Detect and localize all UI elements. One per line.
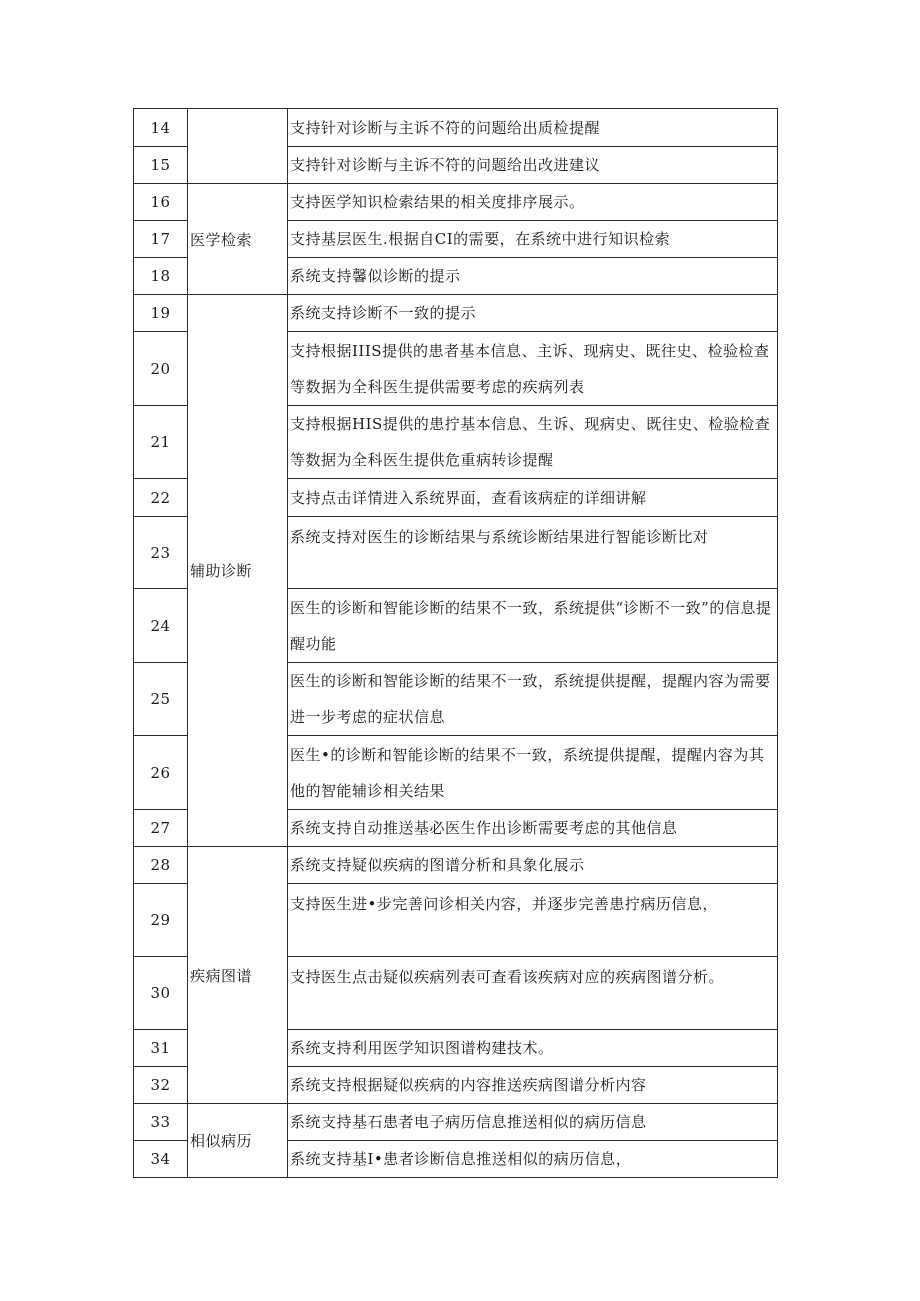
row-number: 28 <box>134 847 188 884</box>
requirement-text: 支持点击详情进入系统界面，查看该病症的详细讲解 <box>288 479 778 517</box>
requirement-text: 医生•的诊断和智能诊断的结果不一致，系统提供提醒，提醒内容为其他的智能辅诊相关结果 <box>288 736 778 810</box>
requirement-text: 系统支持基石患者电子病历信息推送相似的病历信息 <box>288 1104 778 1141</box>
requirement-text: 支持基层医生.根据自CI的需要，在系统中进行知识检索 <box>288 221 778 258</box>
requirement-text: 系统支持自动推送基必医生作出诊断需要考虑的其他信息 <box>288 810 778 847</box>
requirement-text: 支持根据IIIS提供的患者基本信息、主诉、现病史、既往史、检验检查等数据为全科医生提供需要考虑的疾病列表 <box>288 332 778 406</box>
table-row <box>134 847 778 884</box>
row-number: 18 <box>134 258 188 295</box>
requirement-text: 支持根据HIS提供的患拧基本信息、生诉、现病史、既往史、检验检查等数据为全科医生提供危重病转诊提醒 <box>288 406 778 479</box>
requirement-text: 系统支持诊断不一致的提示 <box>288 295 778 332</box>
category-cell-empty <box>188 109 288 184</box>
category-similar-records: 相似病历 <box>188 1104 288 1178</box>
row-number: 26 <box>134 736 188 810</box>
category-aux-diagnosis: 辅助诊断 <box>188 295 288 847</box>
row-number: 19 <box>134 295 188 332</box>
row-number: 21 <box>134 406 188 479</box>
row-number: 15 <box>134 147 188 184</box>
requirements-table <box>133 108 778 1178</box>
row-number: 25 <box>134 663 188 736</box>
row-number: 16 <box>134 184 188 221</box>
requirement-text: 支持针对诊断与主诉不符的问题给出质检提醒 <box>288 109 778 147</box>
category-medical-search: 医学检索 <box>188 184 288 295</box>
row-number: 24 <box>134 589 188 663</box>
table-row <box>134 295 778 332</box>
row-number: 23 <box>134 517 188 589</box>
category-disease-graph: 疾病图谱 <box>188 847 288 1104</box>
requirement-text: 医生的诊断和智能诊断的结果不一致，系统提供提醒，提醒内容为需要进一步考虑的症状信息 <box>288 663 778 736</box>
row-number: 22 <box>134 479 188 517</box>
row-number: 27 <box>134 810 188 847</box>
requirement-text: 系统支持利用医学知识图谱构建技术。 <box>288 1030 778 1067</box>
table-row <box>134 109 778 147</box>
requirement-text: 系统支持根据疑似疾病的内容推送疾病图谱分析内容 <box>288 1067 778 1104</box>
requirement-text: 支持针对诊断与主诉不符的问题给出改进建议 <box>288 147 778 184</box>
requirement-text: 支持医生点击疑似疾病列表可查看该疾病对应的疾病图谱分析。 <box>288 957 778 1030</box>
requirement-text: 系统支持基I•患者诊断信息推送相似的病历信息， <box>288 1141 778 1178</box>
requirement-text: 支持医生进•步完善问诊相关内容，并逐步完善患拧病历信息， <box>288 884 778 957</box>
table-row <box>134 184 778 221</box>
row-number: 33 <box>134 1104 188 1141</box>
requirement-text: 支持医学知识检索结果的相关度排序展示。 <box>288 184 778 221</box>
requirement-text: 系统支持疑似疾病的图谱分析和具象化展示 <box>288 847 778 884</box>
row-number: 17 <box>134 221 188 258</box>
row-number: 29 <box>134 884 188 957</box>
row-number: 20 <box>134 332 188 406</box>
requirement-text: 系统支持馨似诊断的提示 <box>288 258 778 295</box>
table-row <box>134 1104 778 1141</box>
row-number: 32 <box>134 1067 188 1104</box>
requirement-text: 系统支持对医生的诊断结果与系统诊断结果进行智能诊断比对 <box>288 517 778 589</box>
row-number: 34 <box>134 1141 188 1178</box>
row-number: 14 <box>134 109 188 147</box>
row-number: 30 <box>134 957 188 1030</box>
requirement-text: 医生的诊断和智能诊断的结果不一致，系统提供“诊断不一致”的信息提醒功能 <box>288 589 778 663</box>
row-number: 31 <box>134 1030 188 1067</box>
